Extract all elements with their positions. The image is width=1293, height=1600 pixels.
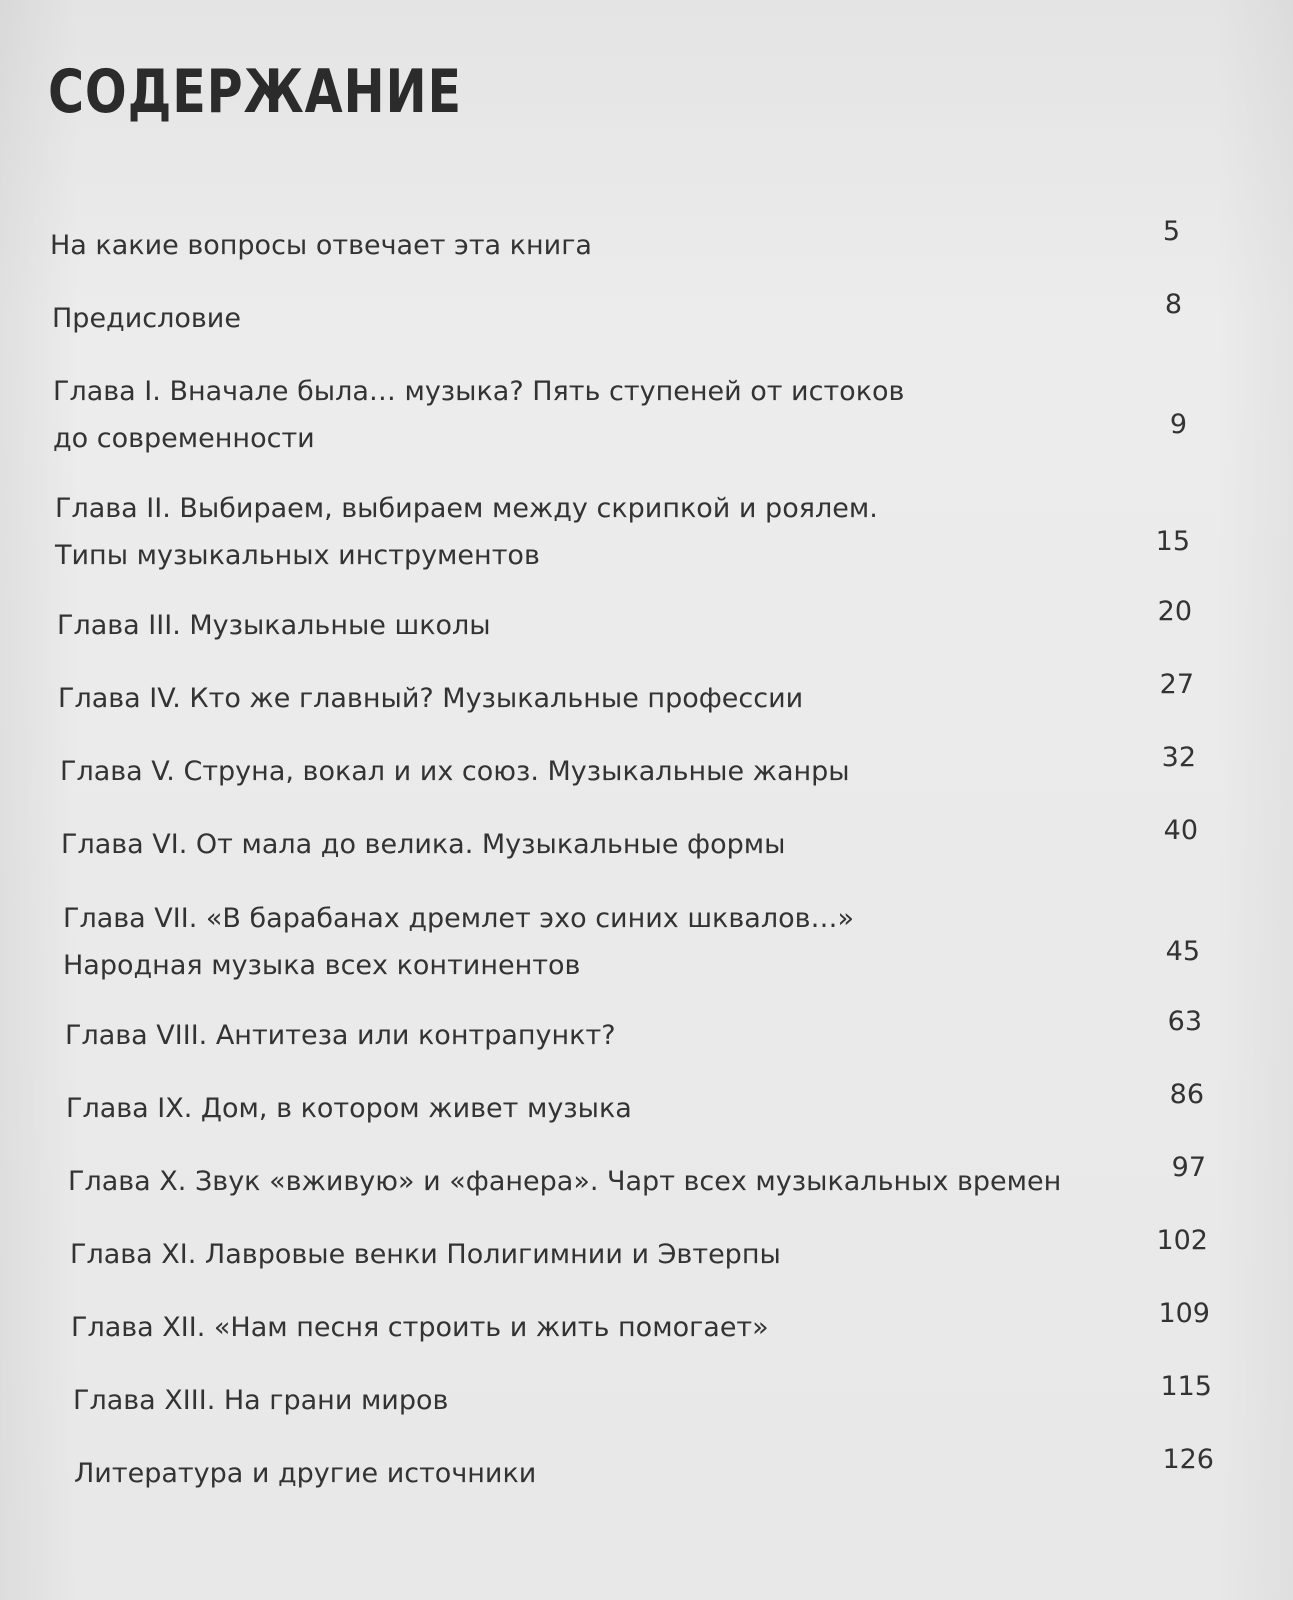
dot-leader	[243, 302, 1163, 329]
toc-entry-page-number: 63	[1167, 1006, 1202, 1037]
toc-entry	[68, 1152, 1206, 1205]
toc-entry-page-number: 126	[1162, 1444, 1214, 1475]
toc-entry	[71, 1298, 1210, 1351]
toc-entry-page-number: 8	[1164, 289, 1182, 320]
toc-entry	[73, 1371, 1212, 1424]
toc-entry-page-number: 109	[1158, 1298, 1210, 1329]
toc-entry-page-number: 40	[1163, 815, 1198, 846]
dot-leader	[805, 682, 1157, 709]
dot-leader	[618, 1019, 1166, 1046]
toc-entry-title: Глава XIII. На грани миров	[73, 1385, 449, 1416]
toc-entry	[53, 368, 1187, 462]
toc-entry	[61, 815, 1198, 868]
toc-entry-page-number: 9	[1169, 409, 1187, 440]
toc-entry-title: Литература и другие источники	[74, 1458, 537, 1489]
toc-entry	[66, 1079, 1204, 1132]
toc-entry	[65, 1006, 1202, 1059]
dot-leader	[1063, 1165, 1169, 1192]
toc-entry-title: Глава VI. От мала до велика. Музыкальные формы	[61, 829, 786, 860]
dot-leader	[538, 1457, 1160, 1484]
toc-entry-page-number: 45	[1165, 936, 1200, 967]
toc-entry-title-line1: Глава VII. «В барабанах дремлет эхо синих шквалов…»	[63, 903, 855, 934]
dot-leader	[317, 422, 1168, 449]
toc-entry	[60, 742, 1196, 795]
toc-entry-page-number: 86	[1169, 1079, 1204, 1110]
toc-entry-page-number: 5	[1162, 216, 1180, 247]
dot-leader	[582, 949, 1163, 976]
toc-entry-title: Глава III. Музыкальные школы	[57, 610, 491, 641]
dot-leader	[852, 755, 1160, 782]
toc-entry	[74, 1444, 1214, 1497]
toc-entry-title: Глава XI. Лавровые венки Полигимнии и Эвтерпы	[70, 1239, 781, 1270]
toc-entry-title: Глава V. Струна, вокал и их союз. Музыкальные жанры	[60, 756, 850, 787]
toc-entry-page-number: 97	[1171, 1152, 1206, 1183]
dot-leader	[771, 1311, 1157, 1338]
toc-entry-title: Глава XII. «Нам песня строить и жить помогает»	[71, 1312, 769, 1343]
toc-entry	[70, 1225, 1208, 1278]
toc-entry-title: Народная музыка всех континентов	[63, 950, 581, 981]
toc-entry	[52, 289, 1182, 342]
dot-leader	[542, 539, 1154, 566]
toc-entry	[57, 596, 1192, 649]
dot-leader	[634, 1092, 1168, 1119]
toc-entry-title: Типы музыкальных инструментов	[55, 540, 540, 571]
toc-entry-title: Глава X. Звук «вживую» и «фанера». Чарт всех музыкальных времен	[68, 1166, 1062, 1197]
toc-entry	[50, 216, 1180, 269]
toc-entry-title: Предисловие	[52, 303, 241, 334]
dot-leader	[493, 609, 1156, 636]
toc-entry	[63, 895, 1200, 989]
toc-entry-page-number: 115	[1160, 1371, 1212, 1402]
toc-entry	[55, 485, 1190, 579]
dot-leader	[787, 828, 1161, 855]
toc-entry-page-number: 15	[1155, 526, 1190, 557]
toc-entry-page-number: 20	[1157, 596, 1192, 627]
toc-entry	[58, 669, 1194, 722]
toc-entry-page-number: 102	[1156, 1225, 1208, 1256]
dot-leader	[450, 1384, 1158, 1411]
dot-leader	[594, 229, 1161, 256]
toc-entry-title: На какие вопросы отвечает эта книга	[50, 230, 592, 261]
toc-entry-title: Глава IV. Кто же главный? Музыкальные профессии	[58, 683, 804, 714]
page-title: СОДЕРЖАНИЕ	[48, 57, 462, 127]
toc-entry-title-line1: Глава II. Выбираем, выбираем между скрипкой и роялем.	[55, 493, 878, 524]
dot-leader	[783, 1238, 1155, 1265]
toc-entry-title-line1: Глава I. Вначале была… музыка? Пять ступеней от истоков	[53, 376, 905, 407]
toc-entry-page-number: 32	[1161, 742, 1196, 773]
toc-entry-title: Глава VIII. Антитеза или контрапункт?	[65, 1020, 616, 1051]
toc-entry-title: до современности	[53, 423, 315, 454]
toc-entry-page-number: 27	[1159, 669, 1194, 700]
toc-entry-title: Глава IX. Дом, в котором живет музыка	[66, 1093, 632, 1124]
